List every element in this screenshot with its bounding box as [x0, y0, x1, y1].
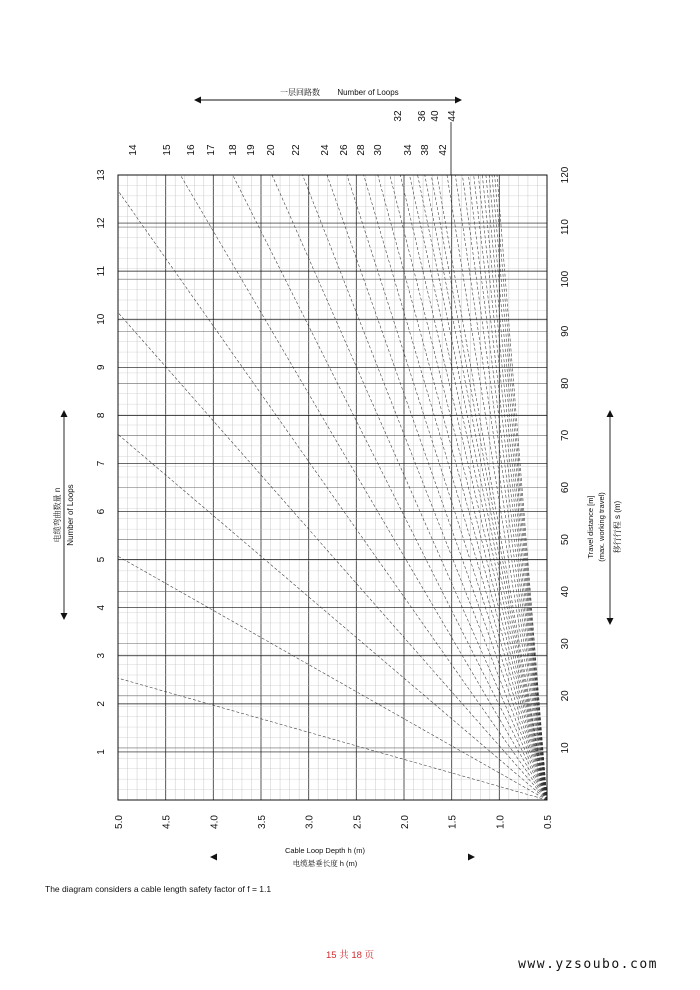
bottom-tick-label: 0.5 [543, 815, 554, 829]
top-tick-group [320, 144, 331, 156]
left-axis-title-cn: 电缆弯曲数量 n [53, 487, 62, 543]
bottom-tick-group [162, 815, 173, 829]
right-tick-group [560, 586, 571, 598]
top-tick-group [438, 144, 449, 156]
bottom-tick-group [448, 815, 459, 829]
bottom-tick-label: 4.5 [161, 815, 173, 829]
top-tick-group [186, 144, 197, 156]
bottom-tick-group [114, 815, 125, 829]
right-tick-label: 120 [560, 166, 571, 184]
top-tick-group [162, 144, 173, 156]
right-tick-group [560, 742, 571, 754]
bottom-tick-group [543, 815, 554, 829]
top-tick-label: 28 [356, 144, 367, 156]
right-tick-group [560, 325, 571, 337]
left-tick-label: 13 [96, 169, 107, 181]
left-tick-label: 8 [96, 412, 107, 419]
left-tick-group [96, 508, 107, 514]
top-tick-group-2 [447, 110, 458, 122]
top-tick-label-2: 40 [430, 110, 441, 122]
top-tick-label: 30 [373, 144, 384, 156]
bottom-tick-group [305, 815, 316, 829]
safety-factor-footnote: The diagram considers a cable length safety factor of f = 1.1 [45, 884, 272, 894]
bottom-tick-group [400, 815, 411, 829]
left-tick-group [96, 217, 107, 229]
top-tick-label: 15 [162, 144, 173, 156]
left-tick-group [96, 701, 107, 707]
left-tick-label: 3 [96, 652, 107, 659]
right-tick-label: 40 [560, 586, 571, 598]
top-tick-group [356, 144, 367, 156]
right-tick-group [560, 482, 571, 494]
left-tick-label: 7 [96, 460, 107, 467]
top-tick-label: 20 [266, 144, 277, 156]
top-tick-label-2: 32 [393, 110, 404, 122]
bottom-tick-label: 1.5 [447, 815, 459, 829]
bottom-tick-label: 3.0 [304, 815, 316, 829]
left-tick-label: 11 [96, 265, 107, 277]
left-tick-group [96, 266, 107, 277]
top-tick-label-2: 36 [417, 110, 428, 122]
right-tick-label: 70 [560, 429, 571, 441]
bottom-tick-group [257, 815, 268, 829]
top-tick-group [291, 144, 302, 156]
loop-line [118, 556, 547, 800]
right-axis-title-en-1: Travel distance [m] [586, 495, 595, 559]
right-tick-group [560, 377, 571, 389]
left-tick-label: 12 [96, 217, 107, 229]
left-tick-label: 9 [96, 364, 107, 371]
top-tick-label: 24 [320, 144, 331, 156]
bottom-tick-label: 2.0 [400, 815, 411, 829]
site-url: www.yzsoubo.com [518, 957, 658, 972]
right-axis-title-en-2: (max. working travel) [597, 492, 606, 562]
right-tick-group [560, 166, 571, 183]
right-tick-label: 80 [560, 377, 571, 389]
bottom-tick-label: 2.5 [352, 815, 364, 829]
top-tick-group [339, 144, 350, 156]
top-axis-arrow-head-left [194, 97, 201, 104]
top-tick-label: 26 [339, 144, 350, 156]
top-tick-group-2 [430, 110, 441, 122]
top-tick-group [128, 144, 139, 156]
left-tick-label: 5 [96, 556, 107, 563]
left-axis-arrow-head-bottom [61, 613, 68, 620]
top-tick-label: 17 [206, 144, 217, 156]
right-tick-label: 60 [560, 481, 571, 494]
page-number: 15 共 18 页 [325, 950, 375, 961]
right-tick-group [560, 270, 571, 287]
right-tick-label: 110 [560, 219, 571, 236]
left-tick-group [96, 556, 107, 562]
bottom-axis-title-en: Cable Loop Depth h (m) [284, 846, 366, 855]
axis-arrows [61, 97, 614, 861]
top-tick-group [373, 144, 384, 156]
top-tick-label: 38 [420, 144, 431, 156]
right-tick-label: 50 [560, 534, 571, 546]
bottom-tick-label: 5.0 [114, 815, 125, 829]
bottom-tick-label: 1.0 [495, 815, 507, 829]
top-axis-title-cn: 一层回路数 [280, 88, 320, 97]
left-tick-label: 2 [96, 701, 107, 707]
left-tick-group [96, 169, 107, 181]
top-tick-group-2 [393, 110, 404, 122]
top-tick-label: 42 [438, 144, 449, 156]
right-tick-group [560, 534, 571, 546]
left-tick-group [96, 313, 107, 325]
bottom-tick-label: 3.5 [257, 815, 268, 829]
top-tick-group-2 [417, 110, 428, 122]
right-tick-group [560, 690, 571, 702]
left-axis-title-en: Number of Loops [66, 484, 75, 546]
right-tick-group [560, 219, 571, 235]
top-tick-label: 22 [291, 144, 302, 156]
left-axis-arrow-head-top [61, 410, 68, 417]
bottom-tick-group [352, 815, 363, 829]
top-tick-group [266, 144, 277, 156]
top-tick-group [403, 144, 414, 156]
bottom-tick-group [495, 815, 506, 829]
left-tick-group [96, 749, 107, 755]
chart-grid [118, 175, 547, 800]
bottom-axis-title-cn: 电缆悬垂长度 h (m) [292, 859, 358, 868]
right-tick-label: 20 [560, 690, 571, 702]
left-tick-group [96, 604, 107, 610]
top-tick-group [206, 144, 217, 156]
left-tick-group [96, 653, 107, 659]
left-tick-label: 6 [96, 508, 107, 515]
bottom-arrow-right [468, 854, 475, 861]
right-tick-label: 100 [560, 270, 571, 288]
right-tick-group [560, 638, 571, 650]
left-tick-label: 1 [96, 749, 107, 755]
left-tick-label: 10 [96, 313, 107, 325]
right-tick-group [560, 429, 571, 441]
left-tick-group [96, 364, 107, 370]
top-tick-label: 14 [128, 144, 139, 156]
right-tick-label: 10 [560, 742, 571, 754]
top-tick-group [420, 144, 431, 156]
top-tick-group [228, 144, 239, 156]
left-tick-group [96, 460, 107, 466]
right-axis-arrow-head-bottom [607, 618, 614, 625]
left-tick-group [96, 412, 107, 418]
top-axis-title-en: Number of Loops [337, 88, 399, 97]
bottom-tick-label: 4.0 [209, 815, 221, 829]
right-tick-label: 90 [560, 325, 571, 337]
top-tick-label: 34 [403, 144, 414, 156]
right-tick-label: 30 [560, 638, 571, 650]
bottom-arrow-left [210, 854, 217, 861]
top-axis-arrow-head-right [455, 97, 462, 104]
top-tick-label: 18 [228, 144, 239, 156]
top-tick-label-2: 44 [447, 110, 458, 122]
left-tick-label: 4 [96, 604, 107, 611]
top-tick-label: 19 [246, 144, 257, 156]
loop-line [118, 678, 547, 800]
right-axis-arrow-head-top [607, 410, 614, 417]
right-axis-title-cn: 移行行程 s (m) [613, 500, 622, 554]
top-tick-group [246, 144, 257, 156]
loop-line [118, 191, 547, 800]
loop-line [118, 313, 547, 801]
top-tick-label: 16 [186, 144, 197, 156]
bottom-tick-group [209, 815, 220, 829]
